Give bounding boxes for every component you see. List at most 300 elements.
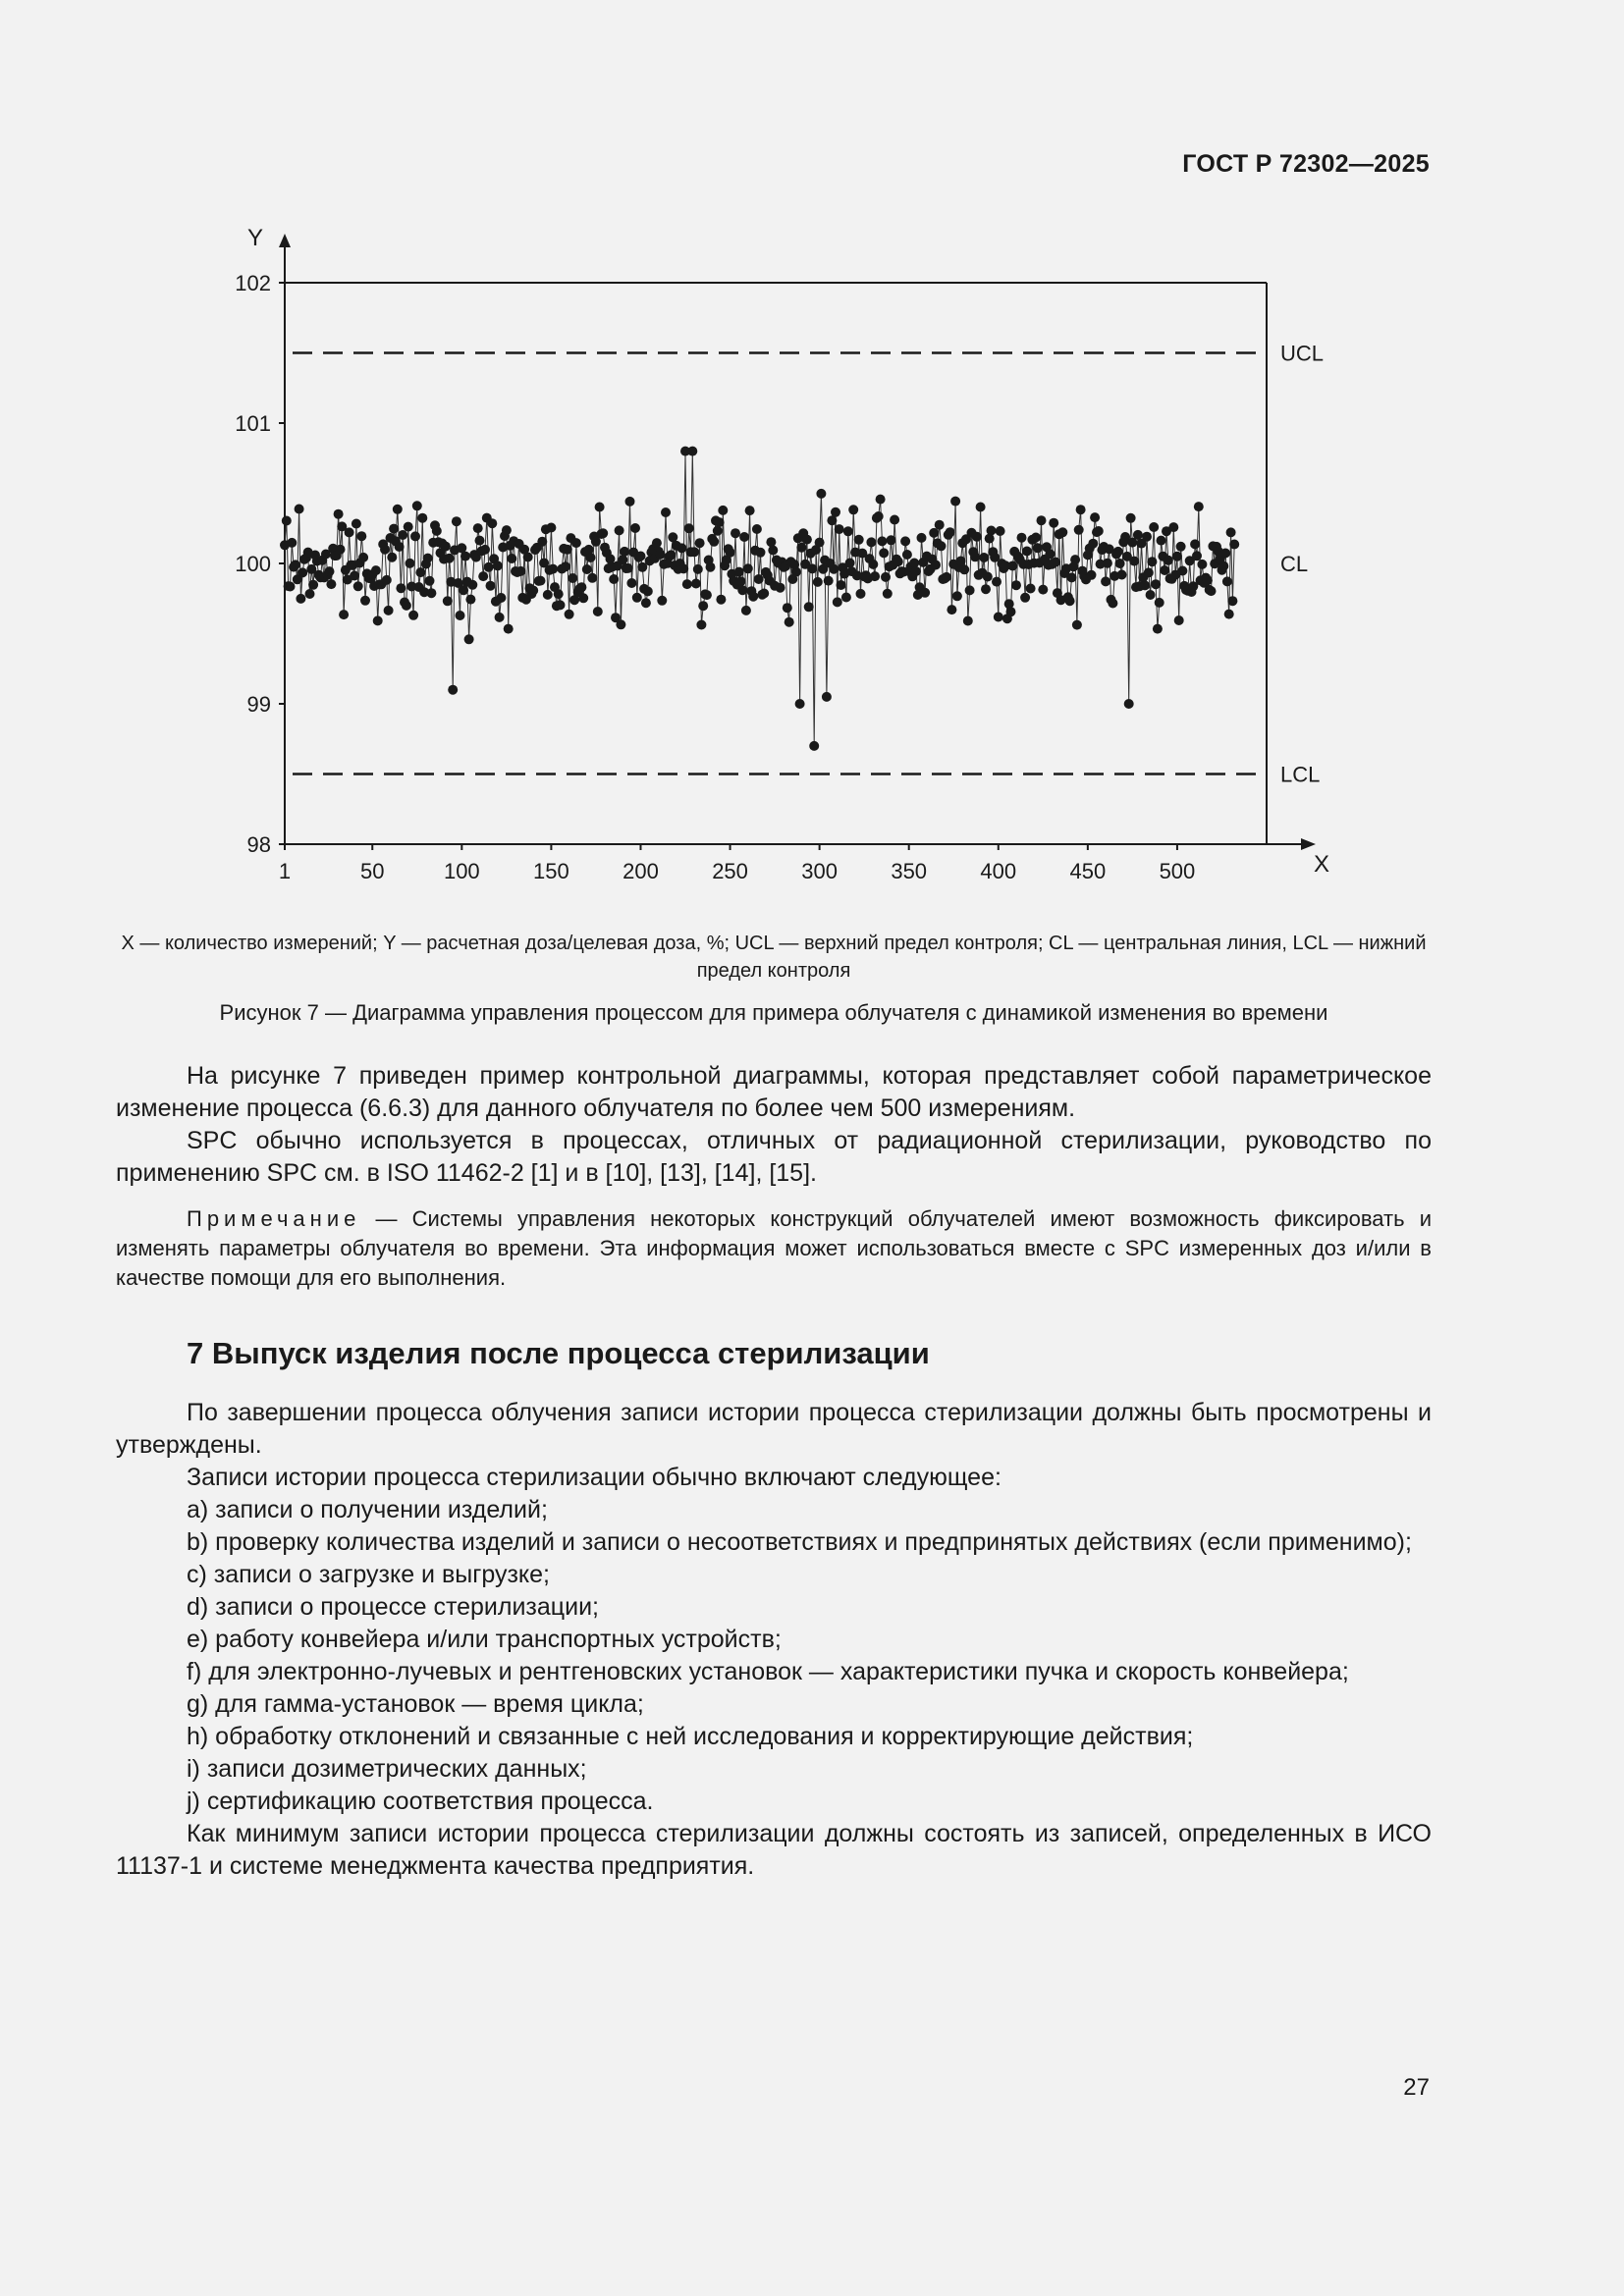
measurement-point: [947, 605, 956, 614]
standard-header: ГОСТ Р 72302—2025: [1182, 150, 1430, 178]
measurement-point: [464, 634, 474, 644]
measurement-point: [548, 564, 558, 574]
measurement-point: [1222, 576, 1232, 586]
measurement-point: [412, 501, 422, 510]
measurement-point: [486, 581, 496, 591]
measurement-point: [691, 579, 701, 589]
measurement-point: [1101, 576, 1110, 586]
measurement-point: [837, 580, 846, 590]
measurement-point: [754, 574, 764, 584]
measurement-point: [946, 527, 955, 537]
measurement-point: [716, 595, 726, 605]
measurement-point: [900, 536, 910, 546]
measurement-point: [950, 497, 960, 507]
measurement-point: [1129, 557, 1139, 566]
measurement-point: [426, 588, 436, 598]
measurement-point: [737, 585, 747, 595]
measurement-point: [1207, 586, 1217, 596]
measurement-point: [992, 577, 1001, 587]
measurement-point: [515, 566, 525, 576]
measurement-point: [417, 513, 427, 523]
measurement-point: [556, 600, 566, 610]
measurement-point: [1226, 527, 1236, 537]
measurement-point: [1133, 530, 1143, 540]
measurement-point: [593, 607, 603, 616]
measurement-point: [1149, 522, 1159, 532]
measurement-point: [1168, 522, 1178, 532]
measurement-point: [1144, 567, 1154, 577]
measurement-point: [956, 557, 966, 566]
measurement-point: [536, 576, 546, 586]
measurement-point: [484, 562, 494, 572]
measurement-point: [398, 530, 407, 540]
x-tick-label: 150: [533, 859, 569, 883]
measurement-point: [979, 553, 989, 562]
measurement-point: [582, 564, 592, 574]
measurement-point: [598, 528, 608, 538]
measurement-point: [352, 519, 361, 529]
measurement-point: [652, 538, 662, 548]
measurement-point: [1011, 580, 1021, 590]
measurement-point: [565, 610, 574, 619]
measurement-point: [410, 531, 420, 541]
measurement-point: [353, 581, 363, 591]
measurement-point: [879, 548, 889, 558]
x-tick-label: 250: [712, 859, 748, 883]
measurement-point: [387, 553, 397, 562]
measurement-point: [682, 579, 692, 589]
measurement-point: [443, 596, 453, 606]
measurement-point: [1142, 532, 1152, 542]
measurement-point: [666, 550, 676, 560]
measurement-point: [578, 593, 588, 603]
measurement-point: [715, 517, 725, 527]
section-closing: Как минимум записи истории процесса стерилизации должны состоять из записей, определенных в ИСО 11137-1 и системе менеджмента качества предприятия.: [116, 1820, 1432, 1880]
measurement-point: [554, 589, 564, 599]
measurement-point: [448, 685, 458, 695]
measurement-point: [931, 561, 941, 570]
measurement-point: [841, 593, 851, 603]
measurement-point: [1224, 610, 1234, 619]
measurement-point: [1020, 593, 1030, 603]
y-axis-title: Y: [247, 226, 264, 251]
measurement-point: [1177, 566, 1187, 576]
measurement-point: [380, 545, 390, 555]
measurement-point: [523, 553, 533, 562]
measurement-point: [684, 523, 694, 533]
measurement-point: [415, 567, 425, 577]
paragraph-figure-description: На рисунке 7 приведен пример контрольной диаграммы, которая представляет собой параметрическое изменение процесса (6.6.3) для данного облучателя по более чем 500 измерениям.: [116, 1062, 1432, 1122]
measurement-point: [965, 585, 975, 595]
measurement-point: [785, 617, 794, 627]
measurement-point: [350, 571, 359, 581]
measurement-point: [807, 563, 817, 573]
y-tick-label: 99: [246, 692, 271, 717]
measurement-point: [576, 582, 586, 592]
section-list-intro: Записи истории процесса стерилизации обычно включают следующее:: [187, 1464, 1001, 1491]
y-tick-label: 98: [246, 832, 271, 857]
measurement-point: [902, 550, 912, 560]
measurement-point: [1126, 513, 1136, 523]
paragraph-group-1: [116, 1060, 1432, 1190]
measurement-point: [854, 535, 864, 545]
measurement-point: [1151, 579, 1161, 589]
measurement-point: [389, 524, 399, 534]
measurement-point: [326, 579, 336, 589]
measurement-point: [1038, 585, 1048, 595]
measurement-point: [1088, 539, 1098, 549]
y-tick-label: 102: [235, 271, 271, 295]
measurement-point: [507, 554, 516, 563]
control-chart: [147, 226, 1355, 893]
measurement-point: [1155, 598, 1164, 608]
measurement-point: [987, 526, 997, 536]
measurement-point: [929, 528, 939, 538]
measurement-point: [996, 526, 1005, 536]
x-axis-arrow: [1301, 838, 1316, 850]
measurement-point: [595, 503, 605, 512]
measurement-point: [360, 596, 370, 606]
measurement-point: [920, 588, 930, 598]
measurement-point: [815, 538, 825, 548]
measurement-point: [1218, 561, 1228, 571]
measurement-point: [546, 523, 556, 533]
measurement-point: [935, 520, 945, 530]
measurement-point: [298, 567, 307, 577]
measurement-point: [287, 538, 297, 548]
measurement-point: [393, 505, 403, 514]
measurement-point: [741, 606, 751, 615]
measurement-point: [795, 699, 805, 709]
measurement-point: [465, 595, 475, 605]
measurement-point: [495, 613, 505, 622]
measurement-point: [1172, 552, 1182, 561]
measurement-point: [687, 447, 697, 456]
measurement-point: [1176, 542, 1186, 552]
measurement-point: [829, 564, 839, 574]
measurement-point: [625, 497, 635, 507]
measurement-point: [623, 563, 633, 573]
note-text: — Системы управления некоторых конструкций облучателей имеют возможность фиксировать и изменять параметры облучателя во времени. Эта информация может использоваться вместе с SPC измеренных доз и/или в качестве помощи для его выполнения.: [116, 1206, 1432, 1290]
measurement-point: [384, 606, 394, 615]
section-title: 7 Выпуск изделия после процесса стерилизации: [187, 1336, 930, 1370]
measurement-point: [766, 537, 776, 547]
measurement-point: [643, 586, 653, 596]
measurement-point: [668, 532, 677, 542]
measurement-point: [1190, 539, 1200, 549]
measurement-point: [1140, 580, 1150, 590]
control-limit-label-lcl: LCL: [1280, 762, 1321, 787]
measurement-point: [983, 572, 993, 582]
measurement-point: [1153, 624, 1163, 634]
record-list-item: g) для гамма-установок — время цикла;: [187, 1690, 644, 1718]
x-tick-label: 50: [360, 859, 385, 883]
measurement-point: [1194, 502, 1204, 511]
measurement-point: [1067, 572, 1077, 582]
measurement-point: [718, 506, 728, 515]
measurement-point: [845, 559, 855, 568]
x-axis-title: X: [1314, 851, 1330, 878]
control-chart-svg: [147, 226, 1355, 893]
measurement-point: [976, 503, 986, 512]
record-list-item: h) обработку отклонений и связанные с ней исследования и корректирующие действия;: [187, 1723, 1194, 1750]
measurement-point: [563, 545, 572, 555]
measurement-point: [528, 586, 538, 596]
measurement-point: [831, 507, 840, 517]
measurement-point: [734, 567, 744, 577]
measurement-point: [866, 537, 876, 547]
paragraph-spc-reference: SPC обычно используется в процессах, отличных от радиационной стерилизации, руководство по применению SPC см. в ISO 11462-2 [1] и в [10], [13], [14], [15].: [116, 1127, 1432, 1187]
measurement-point: [822, 692, 832, 702]
measurement-point: [561, 561, 570, 571]
measurement-point: [1051, 558, 1060, 567]
measurement-point: [432, 526, 442, 536]
x-tick-label: 100: [443, 859, 480, 883]
measurement-point: [937, 541, 947, 551]
measurement-point: [890, 515, 899, 525]
y-tick-label: 100: [235, 552, 271, 576]
measurement-point: [1146, 590, 1156, 600]
record-list-item: e) работу конвейера и/или транспортных устройств;: [187, 1626, 782, 1653]
note-label: Примечание: [187, 1206, 361, 1231]
measurement-point: [1192, 551, 1202, 561]
measurement-point: [504, 624, 514, 634]
measurement-point: [816, 489, 826, 499]
x-tick-label: 450: [1069, 859, 1107, 883]
x-tick-label: 500: [1159, 859, 1196, 883]
measurement-point: [308, 580, 318, 590]
control-limit-label-cl: CL: [1280, 552, 1309, 576]
measurement-point: [396, 583, 406, 593]
measurement-point: [709, 537, 719, 547]
measurement-point: [1157, 536, 1166, 546]
measurement-point: [804, 602, 814, 612]
measurement-point: [502, 525, 512, 535]
measurement-point: [543, 590, 553, 600]
measurement-point: [887, 535, 896, 545]
measurement-point: [339, 610, 349, 619]
measurement-point: [1220, 549, 1230, 559]
measurement-point: [609, 574, 619, 584]
measurement-point: [1108, 599, 1117, 609]
measurement-point: [877, 536, 887, 546]
measurement-point: [1022, 547, 1032, 557]
measurement-point: [296, 594, 305, 604]
measurement-point: [1074, 525, 1084, 535]
measurement-point: [1174, 615, 1184, 625]
measurement-point: [791, 567, 801, 577]
measurement-point: [677, 543, 686, 553]
measurement-point: [856, 589, 866, 599]
measurement-point: [1046, 549, 1056, 559]
measurement-point: [963, 616, 973, 626]
measurement-point: [1229, 540, 1239, 550]
measurement-point: [459, 585, 468, 595]
measurement-point: [1070, 555, 1080, 564]
measurement-point: [1006, 607, 1016, 616]
measurement-point: [373, 615, 383, 625]
measurement-point: [1094, 526, 1104, 536]
measurement-point: [731, 528, 740, 538]
control-limit-label-ucl: UCL: [1280, 341, 1325, 366]
measurement-point: [981, 584, 991, 594]
measurement-point: [713, 526, 723, 536]
measurement-point: [657, 596, 667, 606]
measurement-point: [748, 592, 758, 602]
measurement-point: [1037, 515, 1047, 525]
measurement-point: [870, 571, 880, 581]
measurement-point: [445, 554, 455, 563]
measurement-point: [689, 547, 699, 557]
measurement-point: [743, 563, 753, 573]
measurement-point: [883, 589, 893, 599]
measurement-point: [959, 564, 969, 574]
measurement-point: [835, 524, 844, 534]
measurement-point: [295, 505, 304, 514]
measurement-point: [456, 611, 465, 620]
measurement-point: [1164, 556, 1173, 565]
measurement-point: [345, 527, 354, 537]
measurement-point: [752, 524, 762, 534]
measurement-point: [493, 561, 503, 570]
measurement-point: [1113, 547, 1123, 557]
measurement-point: [1124, 699, 1134, 709]
measurement-point: [460, 552, 470, 561]
x-tick-label: 200: [623, 859, 659, 883]
measurement-point: [678, 563, 688, 573]
measurement-point: [759, 589, 769, 599]
measurement-point: [972, 532, 982, 542]
measurement-point: [336, 545, 346, 555]
measurement-point: [745, 506, 755, 515]
measurement-point: [695, 538, 705, 548]
measurement-point: [441, 542, 451, 552]
record-list-item: j) сертификацию соответствия процесса.: [187, 1788, 654, 1815]
measurement-point: [706, 562, 716, 572]
measurement-point: [356, 531, 366, 541]
measurement-point: [911, 566, 921, 576]
x-tick-label: 350: [891, 859, 928, 883]
measurement-point: [796, 543, 806, 553]
measurement-point: [402, 601, 411, 611]
measurement-point: [1033, 543, 1043, 553]
measurement-point: [736, 576, 746, 586]
measurement-point: [641, 598, 651, 608]
measurement-point: [630, 523, 640, 533]
measurement-point: [1031, 533, 1041, 543]
measurement-point: [636, 552, 646, 561]
record-list-item: а) записи о получении изделий;: [187, 1496, 548, 1523]
measurement-point: [696, 620, 706, 630]
measurement-point: [802, 535, 812, 545]
measurement-point: [783, 603, 792, 613]
y-tick-label: 101: [235, 411, 271, 436]
measurement-point: [382, 575, 392, 585]
measurement-point: [395, 542, 405, 552]
measurement-point: [768, 546, 778, 556]
measurement-point: [843, 526, 853, 536]
measurement-point: [756, 548, 766, 558]
measurement-point: [1087, 570, 1097, 580]
measurement-point: [917, 533, 927, 543]
measurement-point: [1049, 518, 1058, 528]
measurement-point: [656, 550, 666, 560]
page-number: 27: [1403, 2074, 1430, 2101]
measurement-point: [480, 545, 490, 555]
measurement-point: [1103, 559, 1112, 568]
record-list-item: i) записи дозиметрических данных;: [187, 1755, 587, 1783]
figure-caption: Рисунок 7 — Диаграмма управления процессом для примера облучателя с динамикой изменения во времени: [219, 1000, 1328, 1025]
measurement-point: [496, 593, 506, 603]
x-tick-label: 300: [801, 859, 838, 883]
measurement-point: [1115, 559, 1125, 568]
measurement-point: [833, 597, 842, 607]
measurement-point: [824, 576, 834, 586]
figure-legend-note: X — количество измерений; Y — расчетная доза/целевая доза, %; UCL — верхний предел контроля; CL — центральная линия, LCL — нижний предел контроля: [121, 933, 1427, 982]
measurement-point: [1147, 557, 1157, 566]
measurement-point: [994, 613, 1003, 622]
measurement-point: [848, 505, 858, 514]
measurement-point: [586, 553, 596, 562]
measurement-point: [620, 547, 629, 557]
measurement-point: [626, 578, 636, 588]
measurement-point: [726, 548, 735, 558]
measurement-point: [587, 573, 597, 583]
measurement-point: [1090, 512, 1100, 522]
measurement-point: [408, 611, 418, 620]
section-body: [116, 1397, 1432, 1883]
measurement-point: [1203, 575, 1213, 585]
measurement-point: [702, 590, 712, 600]
measurement-point: [478, 571, 488, 581]
measurement-point: [358, 553, 368, 562]
records-list: [116, 1494, 1432, 1818]
measurement-point: [618, 555, 627, 564]
measurement-point: [868, 560, 878, 569]
measurement-point: [809, 741, 819, 751]
measurement-point: [893, 557, 903, 566]
measurement-point: [1076, 505, 1086, 514]
measurement-point: [632, 593, 642, 603]
measurement-point: [425, 576, 435, 586]
measurement-point: [452, 516, 461, 526]
measurement-point: [537, 537, 547, 547]
note-block: [116, 1204, 1432, 1293]
measurement-point: [1117, 570, 1127, 580]
measurement-point: [876, 495, 886, 505]
measurement-point: [1160, 565, 1169, 575]
measurement-point: [305, 589, 315, 599]
x-tick-label: 400: [980, 859, 1017, 883]
measurement-point: [909, 559, 919, 568]
measurement-point: [404, 522, 413, 532]
measurement-point: [813, 577, 823, 587]
measurement-point: [942, 572, 951, 582]
x-tick-label: 1: [278, 859, 292, 883]
measurement-point: [423, 554, 433, 563]
measurement-point: [698, 601, 708, 611]
measurement-point: [334, 509, 344, 519]
measurement-point: [291, 560, 300, 569]
measurement-point: [776, 583, 785, 593]
measurement-point: [473, 523, 483, 533]
measurement-point: [467, 580, 477, 590]
measurement-point: [1197, 560, 1207, 569]
measurement-point: [1065, 596, 1075, 606]
measurement-point: [325, 566, 335, 576]
measurement-point: [282, 516, 292, 526]
measurement-point: [406, 559, 415, 568]
